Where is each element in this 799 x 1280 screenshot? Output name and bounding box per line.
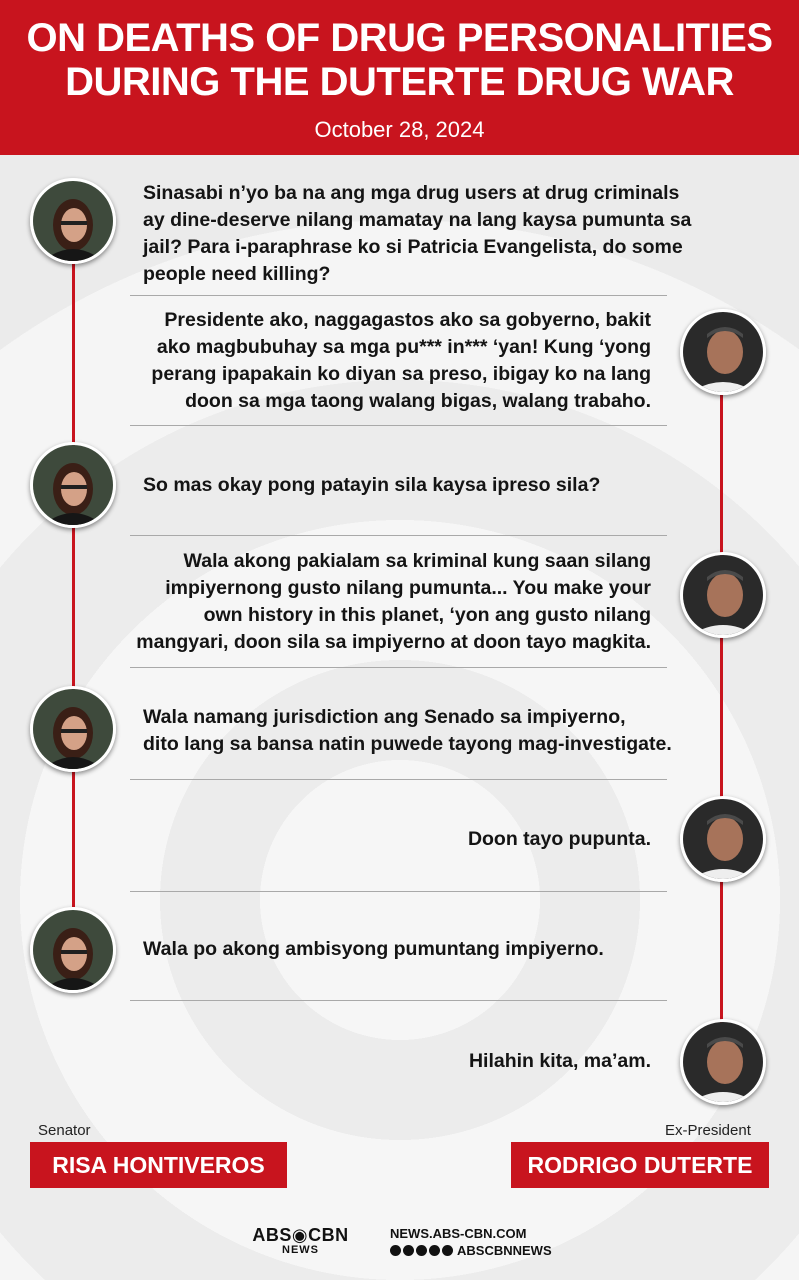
- divider: [130, 295, 667, 296]
- quote-duterte-2: Wala akong pakialam sa kriminal kung saan silang impiyernong gusto nilang pumunta... You make your own history in this planet, ‘yon ang gusto nilang mangyari, doon sila sa impiyerno at doon tayo magkita.: [136, 550, 651, 653]
- quote-hontiveros-4: Wala po akong ambisyong pumuntang impiyerno.: [143, 938, 604, 960]
- header-banner: [0, 0, 799, 155]
- quote-duterte-1: Presidente ako, naggagastos ako sa gobyerno, bakit ako magbubuhay sa mga pu*** in*** ‘yan! Kung ‘yong perang ipapakain ko diyan sa preso, ibigay ko na lang doon sa mga taong walang bigas, walang trabaho.: [151, 309, 651, 412]
- quote-hontiveros-1: Sinasabi n’yo ba na ang mga drug users at drug criminals ay dine-deserve nilang mamatay na lang kaysa pumunta sa jail? Para i-paraphrase ko si Patricia Evangelista, do some people need killing?: [143, 182, 692, 285]
- divider: [130, 1000, 667, 1001]
- left-speaker-role: Senator: [38, 1122, 91, 1139]
- divider: [130, 425, 667, 426]
- duterte-avatar: [680, 1019, 766, 1105]
- social-handle: ABSCBNNEWS: [457, 1243, 552, 1258]
- social-row: [390, 1243, 552, 1258]
- divider: [130, 779, 667, 780]
- divider: [130, 667, 667, 668]
- abs-cbn-news-logo: ABS◉CBN NEWS: [252, 1225, 349, 1256]
- quote-duterte-4: Hilahin kita, ma’am.: [468, 1050, 651, 1072]
- divider: [130, 891, 667, 892]
- quote-duterte-3: Doon tayo pupunta.: [467, 828, 651, 850]
- hontiveros-avatar: [30, 907, 116, 993]
- divider: [130, 535, 667, 536]
- duterte-avatar: [680, 309, 766, 395]
- youtube-icon[interactable]: [429, 1245, 440, 1256]
- hontiveros-avatar: [30, 178, 116, 264]
- quote-hontiveros-3: Wala namang jurisdiction ang Senado sa impiyerno, dito lang sa bansa natin puwede tayong mag-investigate.: [143, 706, 672, 755]
- left-speaker-name: RISA HONTIVEROS: [30, 1142, 287, 1188]
- date-label: October 28, 2024: [314, 117, 485, 142]
- x-icon[interactable]: [403, 1245, 414, 1256]
- page-title: ON DEATHS OF DRUG PERSONALITIES DURING THE DUTERTE DRUG WAR: [26, 16, 773, 104]
- instagram-icon[interactable]: [416, 1245, 427, 1256]
- hontiveros-avatar: [30, 442, 116, 528]
- duterte-avatar: [680, 796, 766, 882]
- right-speaker-role: Ex-President: [665, 1122, 751, 1139]
- duterte-avatar: [680, 552, 766, 638]
- quote-hontiveros-2: So mas okay pong patayin sila kaysa ipreso sila?: [143, 474, 601, 496]
- right-speaker-name: RODRIGO DUTERTE: [511, 1142, 769, 1188]
- tiktok-icon[interactable]: [442, 1245, 453, 1256]
- footer-links: [390, 1226, 552, 1258]
- hontiveros-avatar: [30, 686, 116, 772]
- website-link[interactable]: NEWS.ABS-CBN.COM: [390, 1226, 527, 1241]
- facebook-icon[interactable]: [390, 1245, 401, 1256]
